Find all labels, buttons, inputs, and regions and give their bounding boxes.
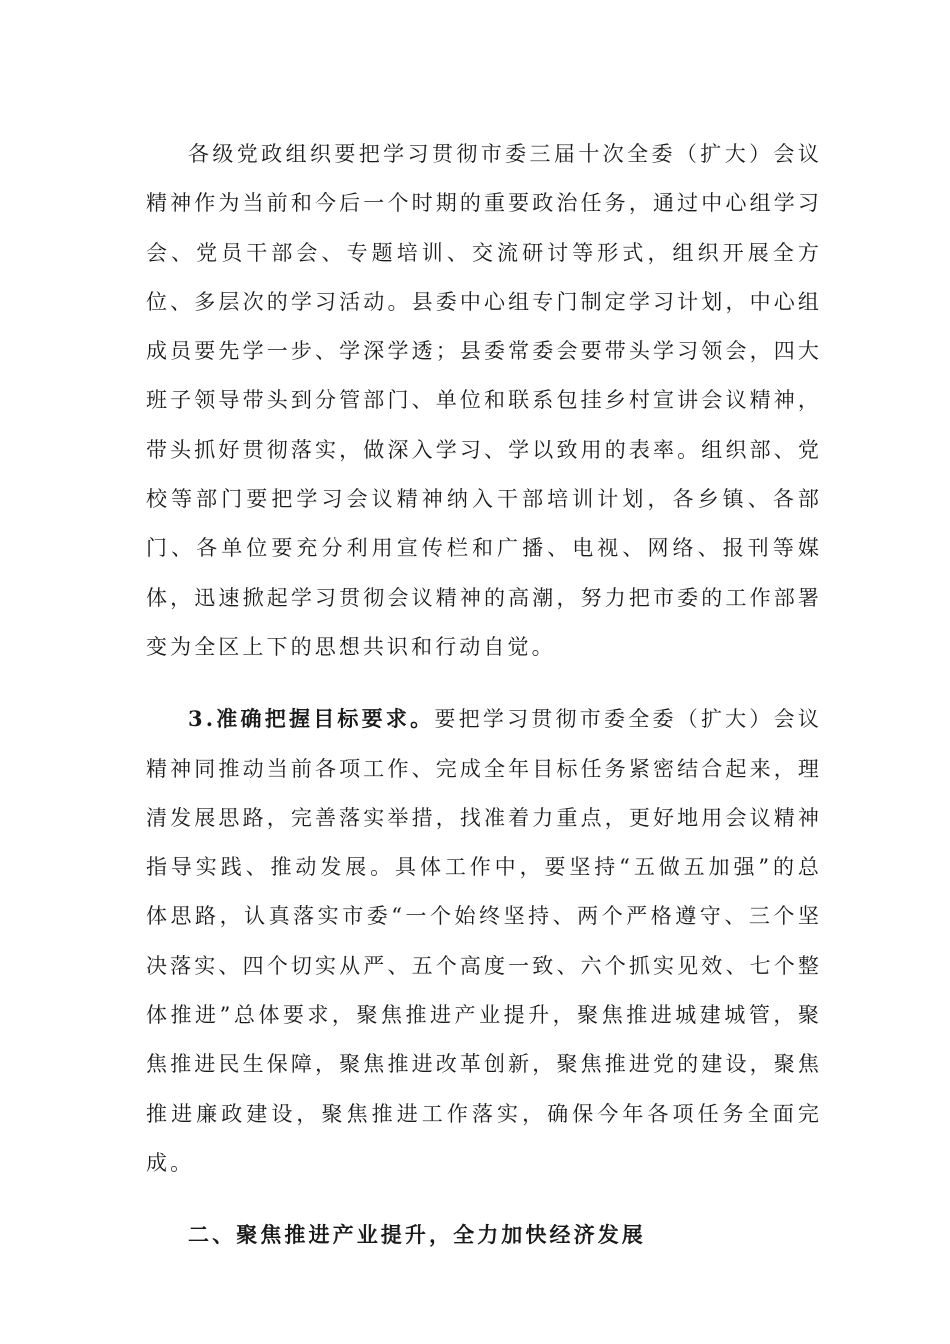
- paragraph-heading: 3.准确把握目标要求。: [188, 706, 435, 732]
- paragraph-body: 要把学习贯彻市委全委（扩大）会议精神同推动当前各项工作、完成全年目标任务紧密结合起来，理清发展思路，完善落实举措，找准着力重点，更好地用会议精神指导实践、推动发展。具体工作中，要坚持“五做五加强”的总体思路，认真落实市委“一个始终坚持、两个严格遵守、三个坚决落实、四个切实从严、五个高度一致、六个抓实见效、七个整体推进”总体要求，聚焦推进产业提升，聚焦推进城建城管，聚焦推进民生保障，聚焦推进改革创新，聚焦推进党的建设，聚焦推进廉政建设，聚焦推进工作落实，确保今年各项任务全面完成。: [146, 707, 822, 1175]
- paragraph-target-requirements: [146, 694, 822, 1188]
- paragraph-study-activities: 各级党政组织要把学习贯彻市委三届十次全委（扩大）会议精神作为当前和今后一个时期的重要政治任务，通过中心组学习会、党员干部会、专题培训、交流研讨等形式，组织开展全方位、多层次的学习活动。县委中心组专门制定学习计划，中心组成员要先学一步、学深学透；县委常委会要带头学习领会，四大班子领导带头到分管部门、单位和联系包挂乡村宣讲会议精神，带头抓好贯彻落实，做深入学习、学以致用的表率。组织部、党校等部门要把学习会议精神纳入干部培训计划，各乡镇、各部门、各单位要充分利用宣传栏和广播、电视、网络、报刊等媒体，迅速掀起学习贯彻会议精神的高潮，努力把市委的工作部署变为全区上下的思想共识和行动自觉。: [146, 142, 822, 659]
- document-body: [146, 130, 822, 1260]
- section-heading: 二、聚焦推进产业提升，全力加快经济发展: [188, 1222, 646, 1248]
